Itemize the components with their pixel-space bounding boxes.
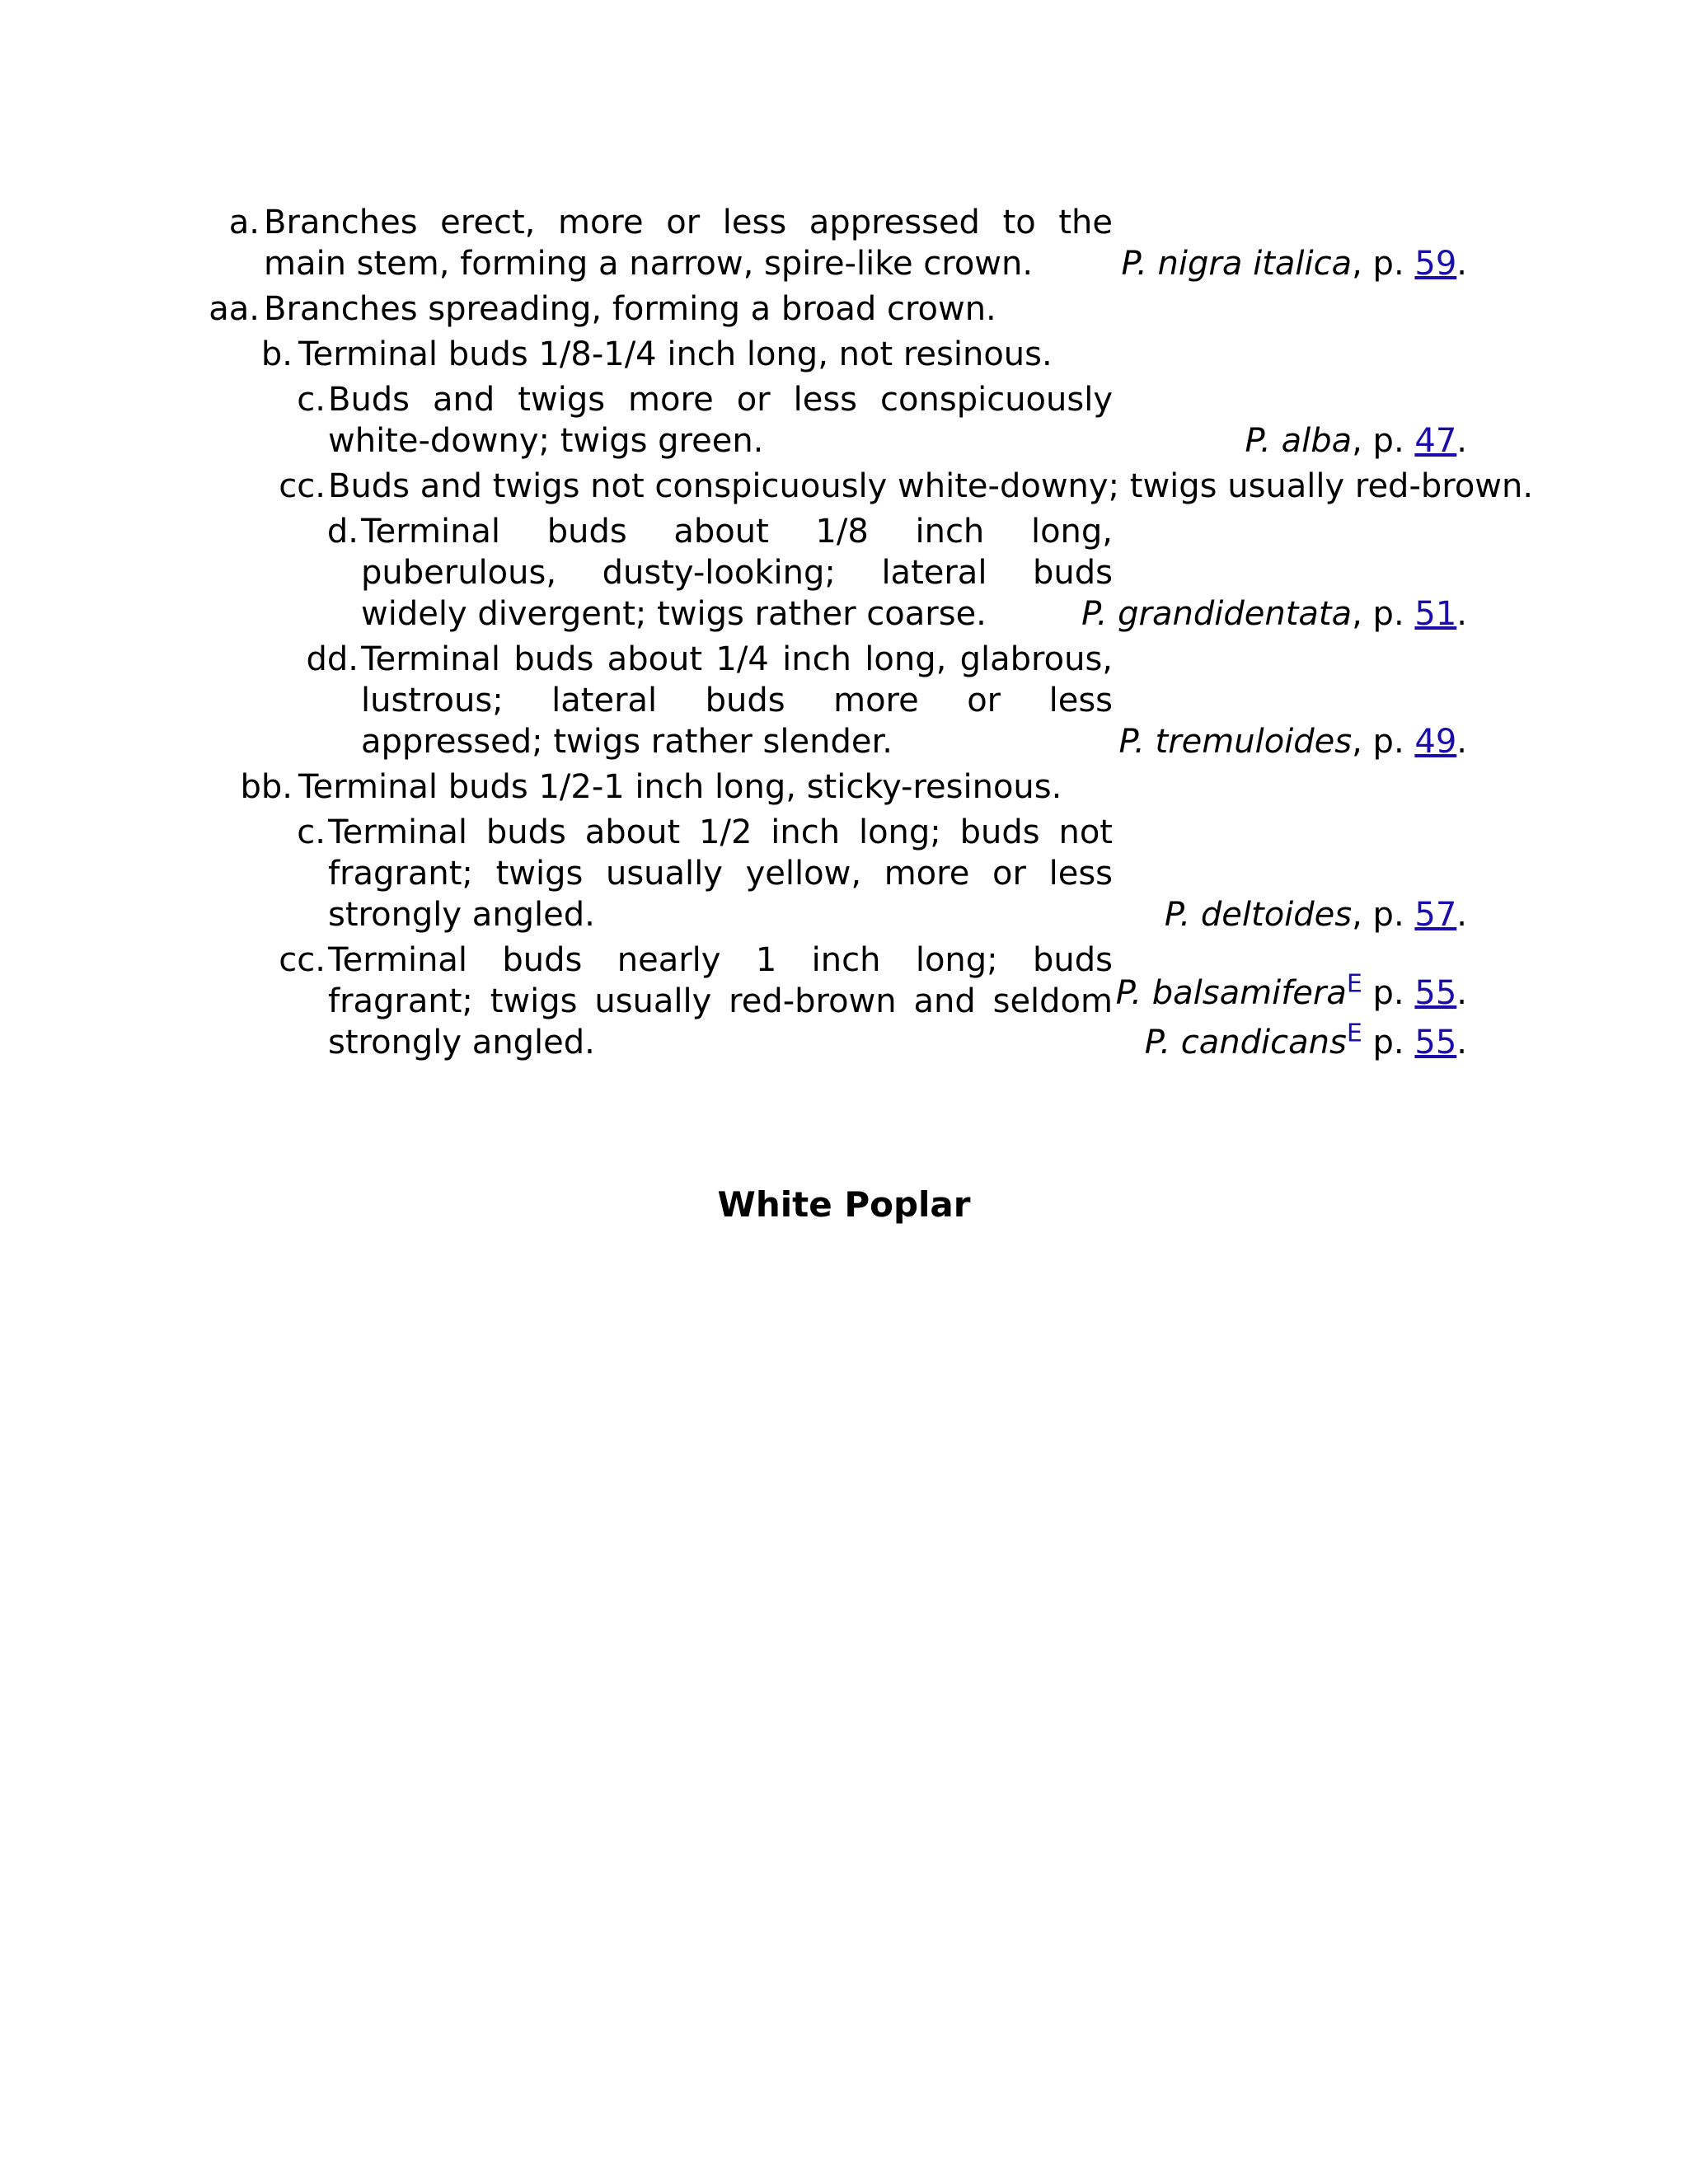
species-name: P. balsamifera <box>1115 974 1347 1012</box>
key-description: Terminal buds about 1/4 inch long, glabrous, lustrous; lateral buds more or less appressed; twigs rather slender. <box>361 640 1113 761</box>
species-ref <box>1115 969 1467 1014</box>
period: . <box>1456 896 1467 934</box>
key-label: bb. <box>240 768 293 806</box>
key-label: cc. <box>279 941 326 979</box>
key-label: c. <box>297 813 326 851</box>
species-ref <box>1122 243 1467 284</box>
key-description: Terminal buds about 1/2 inch long; buds not fragrant; twigs usually yellow, more or less strongly angled. <box>328 813 1113 934</box>
key-description: Terminal buds 1/8-1/4 inch long, not resinous. <box>298 335 1053 373</box>
page-link[interactable]: 51 <box>1414 595 1457 633</box>
species-name: P. deltoides <box>1164 896 1353 934</box>
species-name: P. alba <box>1245 422 1353 460</box>
key-label: c. <box>297 381 326 419</box>
page-prefix: p. <box>1362 1024 1415 1062</box>
key-label: aa. <box>209 290 260 328</box>
species-name: P. tremuloides <box>1118 723 1353 761</box>
period: . <box>1456 1024 1467 1062</box>
page-link[interactable]: 59 <box>1414 245 1457 283</box>
page-prefix: , p. <box>1352 723 1415 761</box>
key-description: Buds and twigs more or less conspicuously white-downy; twigs green. <box>328 381 1113 460</box>
species-ref <box>1165 894 1467 935</box>
key-description: Terminal buds 1/2-1 inch long, sticky-resinous. <box>298 768 1062 806</box>
key-label: b. <box>260 335 293 373</box>
page-prefix: , p. <box>1352 422 1415 460</box>
period: . <box>1456 422 1467 460</box>
key-description: Branches erect, more or less appressed to the main stem, forming a narrow, spire-like crown. <box>264 204 1113 283</box>
page-prefix: , p. <box>1352 896 1415 934</box>
page-link[interactable]: 55 <box>1414 974 1457 1012</box>
key-label: dd. <box>306 640 359 678</box>
footnote-link[interactable]: E <box>1346 969 1362 999</box>
key-description: Terminal buds nearly 1 inch long; buds fragrant; twigs usually red-brown and seldom strongly angled. <box>328 941 1113 1062</box>
period: . <box>1456 595 1467 633</box>
species-ref <box>1081 593 1467 635</box>
key-label: d. <box>326 513 359 551</box>
section-heading: White Poplar <box>717 1184 971 1225</box>
page-link[interactable]: 49 <box>1414 723 1457 761</box>
key-description: Buds and twigs not conspicuously white-downy; twigs usually red-brown. <box>328 467 1534 505</box>
footnote-link[interactable]: E <box>1346 1019 1362 1048</box>
period: . <box>1456 974 1467 1012</box>
period: . <box>1456 245 1467 283</box>
key-label: cc. <box>279 467 326 505</box>
page-link[interactable]: 55 <box>1414 1024 1457 1062</box>
page-prefix: , p. <box>1352 595 1415 633</box>
page-link[interactable]: 57 <box>1414 896 1457 934</box>
species-name: P. nigra italica <box>1121 245 1353 283</box>
key-description: Terminal buds about 1/8 inch long, puberulous, dusty-looking; lateral buds widely divergent; twigs rather coarse. <box>361 513 1113 633</box>
key-description: Branches spreading, forming a broad crown. <box>264 290 996 328</box>
species-ref <box>1144 1019 1467 1063</box>
species-name: P. candicans <box>1144 1024 1347 1062</box>
key-label: a. <box>228 204 260 241</box>
species-name: P. grandidentata <box>1081 595 1353 633</box>
species-ref <box>1118 721 1467 762</box>
page-link[interactable]: 47 <box>1414 422 1457 460</box>
period: . <box>1456 723 1467 761</box>
page-prefix: , p. <box>1352 245 1415 283</box>
species-ref <box>1245 420 1467 462</box>
page-prefix: p. <box>1362 974 1415 1012</box>
